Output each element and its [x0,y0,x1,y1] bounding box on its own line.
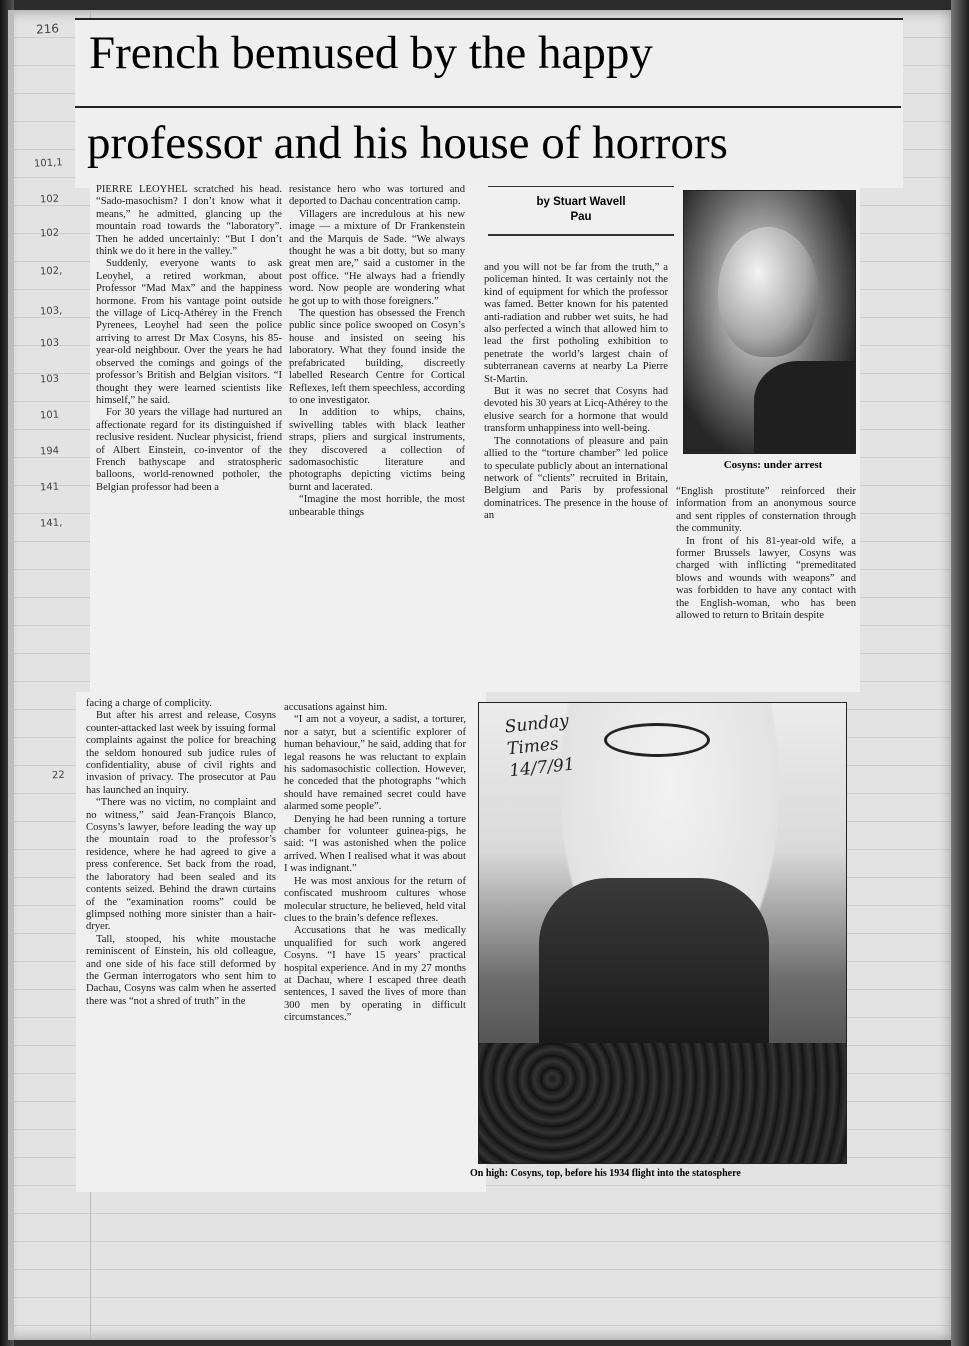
portrait-head [718,227,818,357]
paragraph: PIERRE LEOYHEL scratched his head. “Sado-masochism? I don’t know what it means,” he admitted, glancing up the mountain road towards the “laboratory”. Then he added uncertainly: “But I don’t think we do it here in the valley.” [96,184,282,258]
article-column-3 [484,262,668,686]
handwritten-line-1: Sunday [503,710,570,738]
paragraph: Accusations that he was medically unqualified for such work angered Cosyns. “I have 15 years’ practical hospital experience. And in my 27 months at Dachau, where I escaped three death sentences, I saved the lives of more than 300 men by operating in difficult circumstances.” [284,925,466,1024]
cosyns-portrait-photo [683,190,856,454]
paragraph: Tall, stooped, his white moustache reminiscent of Einstein, his old colleague, and one side of his face still deformed by the German interrogators who sent him to Dachau, Cosyns was calm when he asserted there was “not a shred of truth” in the [86,933,276,1007]
margin-reference: 103 [39,337,60,350]
article-column-6 [284,702,466,1186]
margin-reference: 103 [39,373,60,386]
paragraph: “Imagine the most horrible, the most unbearable things [289,494,465,518]
paragraph: In front of his 81-year-old wife, a former Brussels lawyer, Cosyns was charged with inflicting “premeditated blows and wounds with weapons” and was forbidden to have any contact with the English-woman, who has been allowed to return to Britain despite [676,535,856,622]
headline-rule [75,106,901,108]
paragraph: Suddenly, everyone wants to ask Leoyhel, a retired workman, about Professor “Mad Max” and the happiness hormone. From his vantage point outside the village of Licq-Athérey in the French Pyrenees, Leoyhel had seen the police arriving to arrest Dr Max Cosyns, his 85-year-old neighbour. Over the years he had observed the comings and goings of the professor’s British and Belgian visitors. “I thought they were learned scientists like himself,” he said. [96,258,282,406]
handwritten-date-note [504,710,576,782]
headline-line-2: professor and his house of horrors [87,117,728,169]
paragraph: The question has obsessed the French public since police swooped on Cosyn’s house and insisted on seeing his laboratory. What they found inside the prefabricated building, discreetly labelled Research Centre for Cortical Reflexes, left them speechless, according to one investigator. [289,308,465,406]
handwritten-line-2: Times [506,734,560,760]
paragraph: But after his arrest and release, Cosyns counter-attacked last week by issuing formal complaints against the police for breaching the seldom honoured sub judice rules of confidentiality, abuse of civil rights and invasion of privacy. The prosecutor at Pau has launched an inquiry. [86,710,276,796]
paragraph: “English prostitute” reinforced their information from an anonymous source and sent ripples of consternation through the community. [676,486,856,535]
handwritten-line-3: 14/7/91 [508,754,576,782]
byline [488,186,674,236]
portrait-caption: Cosyns: under arrest [723,459,823,471]
paragraph: Denying he had been running a torture chamber for volunteer guinea-pigs, he said: “I was astonished when the police arrived. When I realised what it was about I was indignant.” [284,813,466,875]
paragraph: In addition to whips, chains, swivelling tables with black leather straps, pliers and surgical instruments, they discovered a collection of sadomasochistic literature and photographs depicting victims being burnt and lacerated. [289,407,465,493]
paragraph: “I am not a voyeur, a sadist, a torturer, nor a satyr, but a scientific explorer of human behaviour,” he said, adding that for legal reasons he was reluctant to explain his sadomasochistic collection. However, he conceded that the photographs “which should have remained secret could have alarmed some people”. [284,714,466,813]
balloon-ring [604,723,710,757]
margin-reference: 103, [39,305,63,318]
crowd [479,1043,846,1163]
paragraph: The connotations of pleasure and pain allied to the “torture chamber” led police to speculate publicly about an international network of “clients” recruited in Britain, Belgium and Paris by professional dominatrices. The presence in the house of an [484,435,668,522]
article-column-5 [86,698,276,1188]
paragraph: But it was no secret that Cosyns had devoted his 30 years at Licq-Athérey to the elusive search for a hormone that would transform unhappiness into well-being. [484,386,668,435]
margin-reference: 141, [39,517,63,530]
page-number-note: 216 [35,21,60,37]
paragraph: facing a charge of complicity. [86,698,212,709]
paragraph: accusations against him. [284,702,388,713]
margin-reference: 194 [39,445,60,458]
paragraph: resistance hero who was tortured and deported to Dachau concentration camp. [289,184,465,208]
margin-reference: 141 [39,481,60,494]
paragraph: Villagers are incredulous at his new image — a mixture of Dr Frankenstein and the Marquis de Sade. “We always thought he was a bit dotty, but so many great men are,” said a customer in the post office. “He always had a friendly word. Now people are wondering what he got up to with those foreigners.” [289,208,465,307]
byline-place: Pau [570,211,592,223]
page-edge [951,0,969,1346]
balloon-photo-caption: On high: Cosyns, top, before his 1934 flight into the statosphere [470,1168,741,1179]
margin-reference: 101 [39,409,60,422]
paragraph: and you will not be far from the truth,” a policeman hinted. It was certainly not the kind of equipment for which the professor was famed. Better known for his patented anti-radiation and rubber wet suits, he had also perfected a winch that allowed him to lead the first potholing exhibition to penetrate the world’s largest chain of subterranean caverns at nearby La Pierre St-Martin. [484,262,668,385]
article-column-4 [676,486,856,690]
byline-author: by Stuart Wavell [536,196,626,208]
margin-reference: 101,1 [33,157,63,170]
headline-clipping [75,18,903,188]
paragraph: He was most anxious for the return of confiscated mushroom cultures whose molecular structure, he believed, held vital clues to the brain’s defence reflexes. [284,875,466,924]
paragraph: For 30 years the village had nurtured an affectionate regard for its distinguished if reclusive resident. Nuclear physicist, friend of Albert Einstein, co-inventor of the French bathyscape and stratospheric balloons, world-renowned potholer, the Belgian professor had been a [96,407,282,493]
balloon-gondola-photo [478,702,847,1164]
margin-reference: 102 [39,227,60,240]
margin-reference: 102, [39,265,63,278]
margin-reference: 102 [39,193,60,206]
article-column-2 [289,184,465,684]
headline-line-1: French bemused by the happy [89,27,653,79]
paragraph: “There was no victim, no complaint and no witness,” said Jean-François Blanco, Cosyns’s lawyer, before leading the way up the mountain road to the professor’s residence, where he had agreed to give a press conference. Set back from the road, the laboratory had been sealed and its contents seized. Behind the drawn curtains of the “examination rooms” could be glimpsed nothing more sinister than a hair-dryer. [86,797,276,933]
portrait-coat [754,361,856,454]
article-column-1 [96,184,282,684]
margin-reference-lower: 22 [51,769,66,782]
